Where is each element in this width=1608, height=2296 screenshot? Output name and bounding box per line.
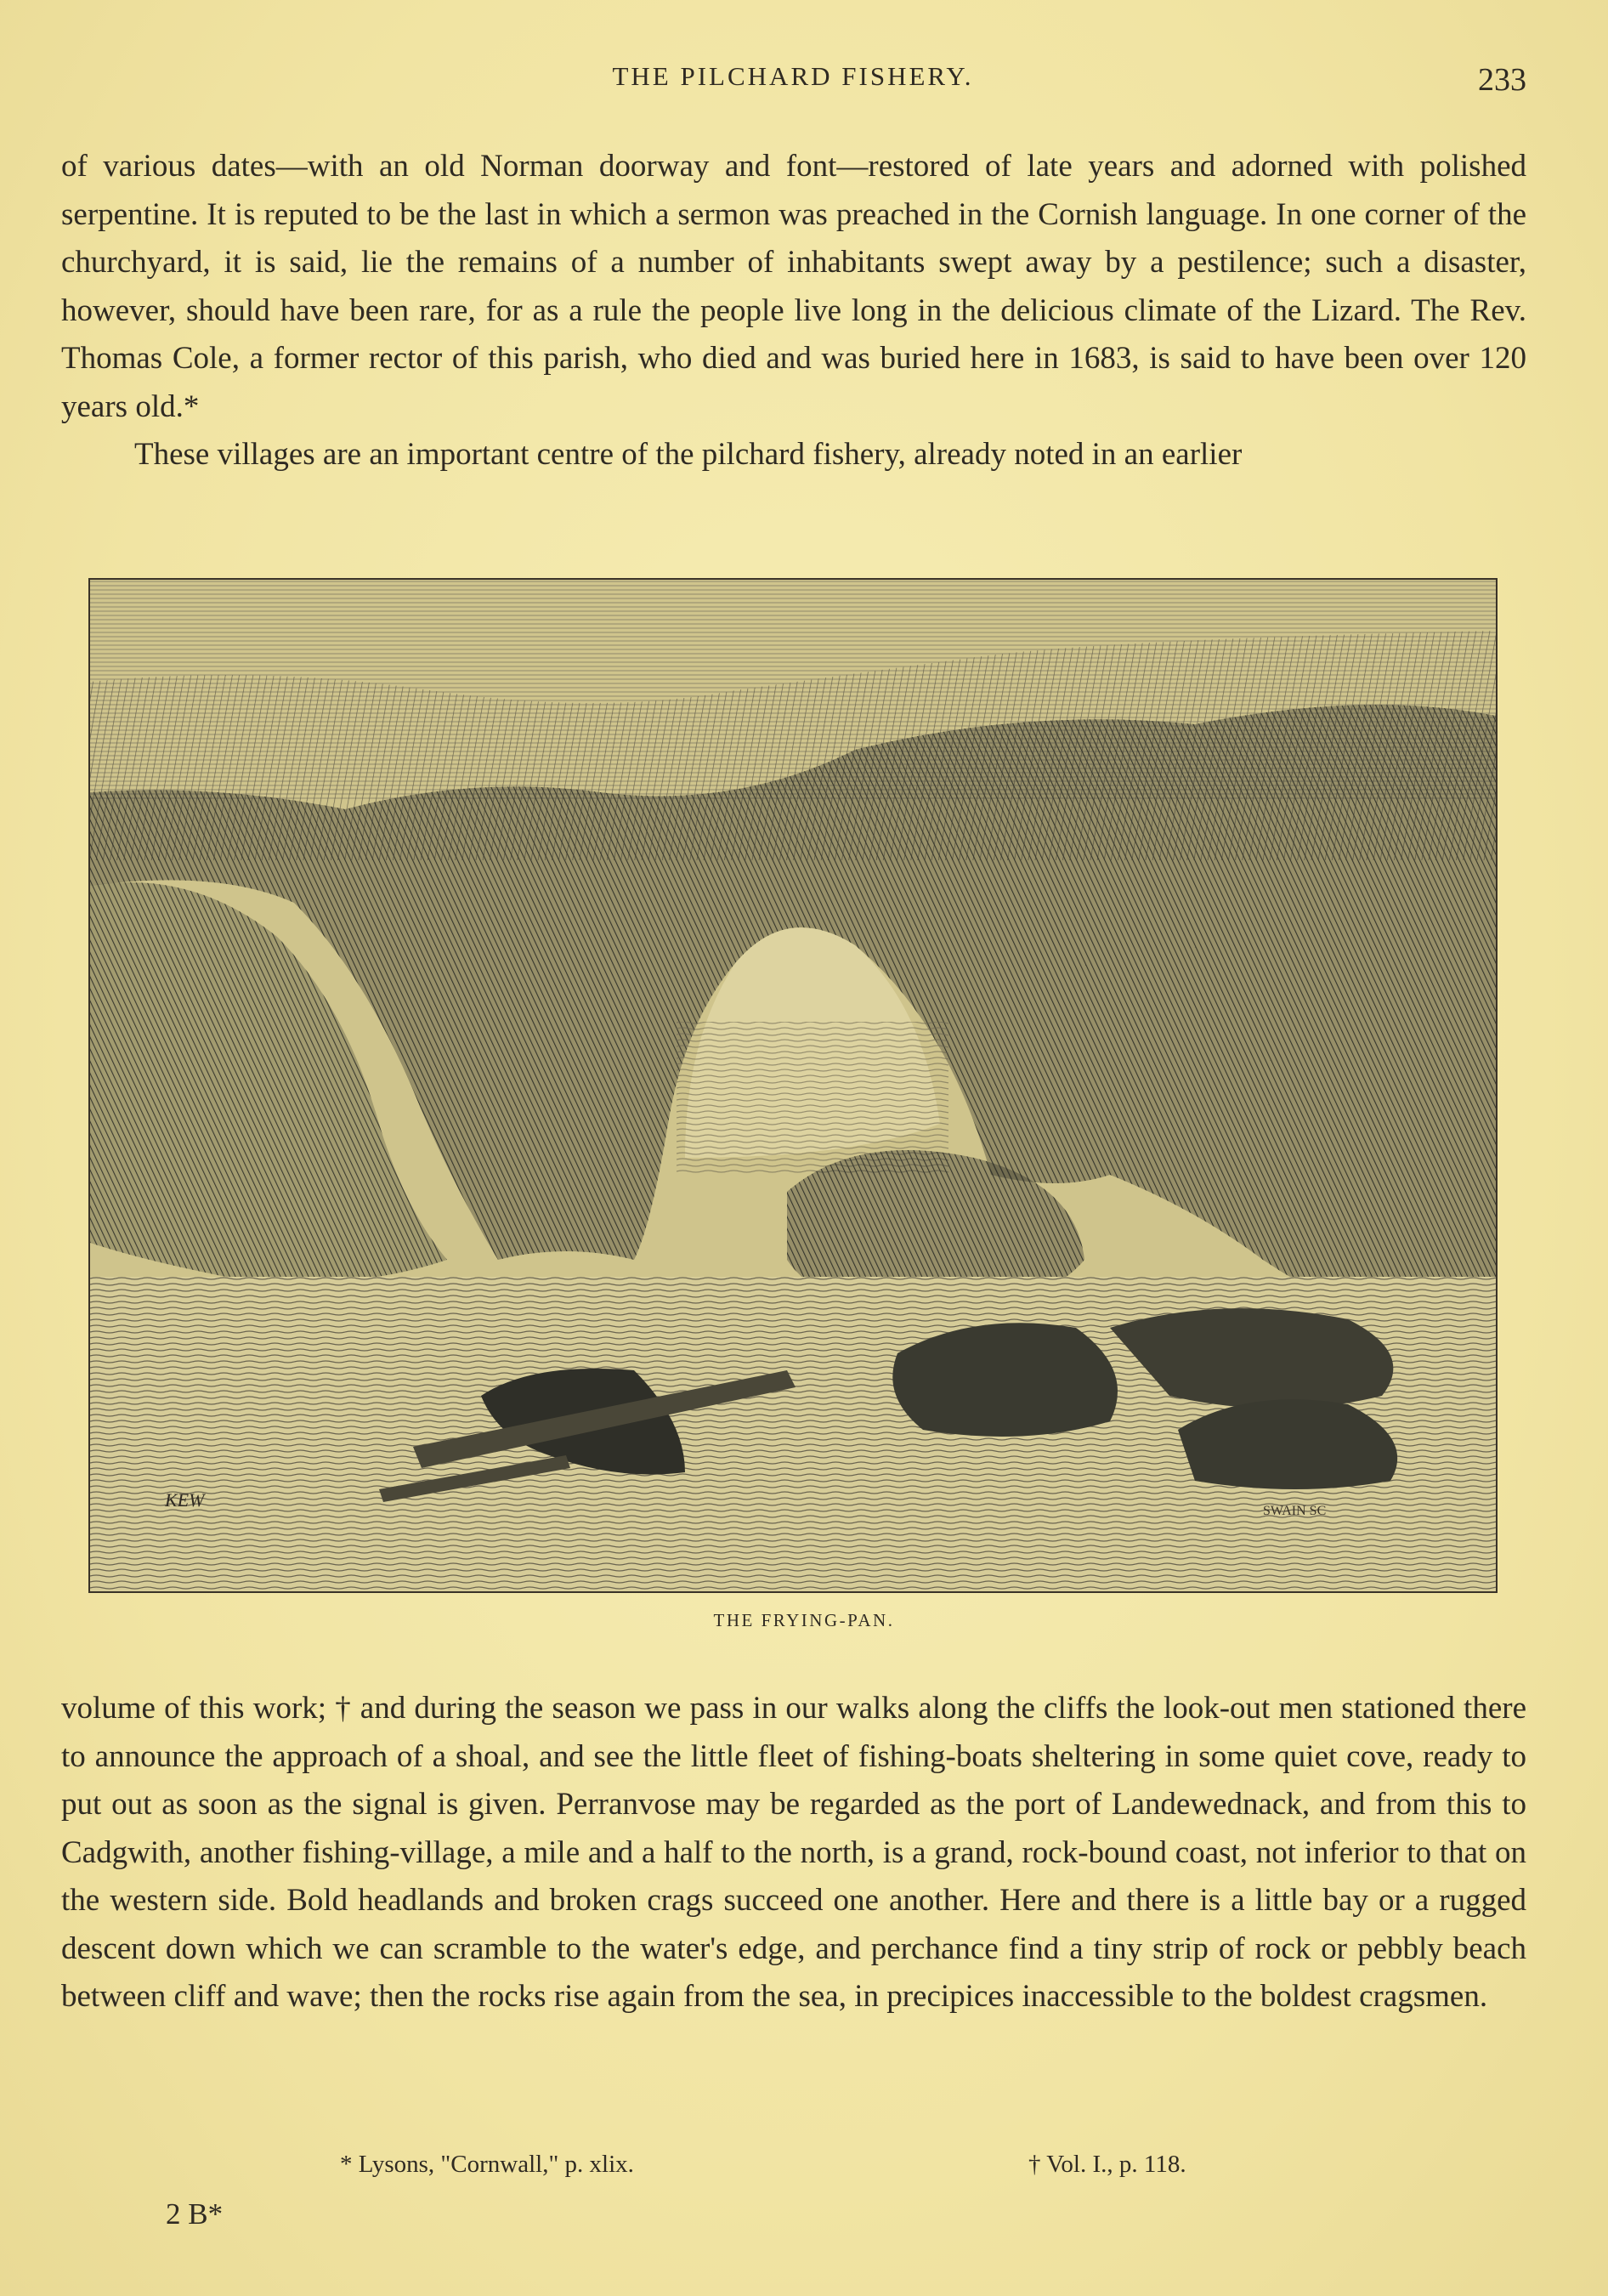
engraver-signature: SWAIN SC [1263, 1504, 1327, 1518]
engraving-illustration [88, 578, 1498, 1593]
text-block-bottom [61, 1685, 1526, 2021]
text-block-top [61, 143, 1526, 479]
running-head: THE PILCHARD FISHERY. [612, 61, 974, 91]
page-number: 233 [1478, 62, 1526, 98]
paragraph: volume of this work; † and during the season we pass in our walks along the cliffs the look-out men stationed there to announce the approach of a shoal, and see the little fleet of fishing-boats sheltering in some quiet cove, ready to put out as soon as the signal is given. Perranvose may be regarded as the port of Landewednack, and from this to Cadgwith, another fishing-village, a mile and a half to the north, is a grand, rock-bound coast, not inferior to that on the western side. Bold headlands and broken crags succeed one another. Here and there is a little bay or a rugged descent down which we can scramble to the water's edge, and perchance find a tiny strip of rock or pebbly beach between cliff and wave; then the rocks rise again from the sea, in precipices inaccessible to the boldest cragsmen. [61, 1691, 1526, 2014]
footnotes [0, 2151, 1608, 2193]
page-header [59, 61, 1526, 104]
footnote: † Vol. I., p. 118. [1028, 2151, 1186, 2178]
engraver-initials: KEW [165, 1489, 205, 1511]
paragraph: These villages are an important centre of the pilchard fishery, already noted in an earlier [134, 437, 1243, 472]
engraving-art [90, 580, 1496, 1591]
figure-caption: THE FRYING-PAN. [713, 1610, 895, 1630]
footnote: * Lysons, "Cornwall," p. xlix. [340, 2151, 634, 2178]
signature-mark: 2 B* [166, 2197, 224, 2231]
paragraph: of various dates—with an old Norman doorway and font—restored of late years and adorned with polished serpentine. It is reputed to be the last in which a sermon was preached in the Cornish language. In one corner of the churchyard, it is said, lie the remains of a number of inhabitants swept away by a pestilence; such a disaster, however, should have been rare, for as a rule the people live long in the delicious climate of the Lizard. The Rev. Thomas Cole, a former rector of this parish, who died and was buried here in 1683, is said to have been over 120 years old.* [61, 149, 1526, 424]
